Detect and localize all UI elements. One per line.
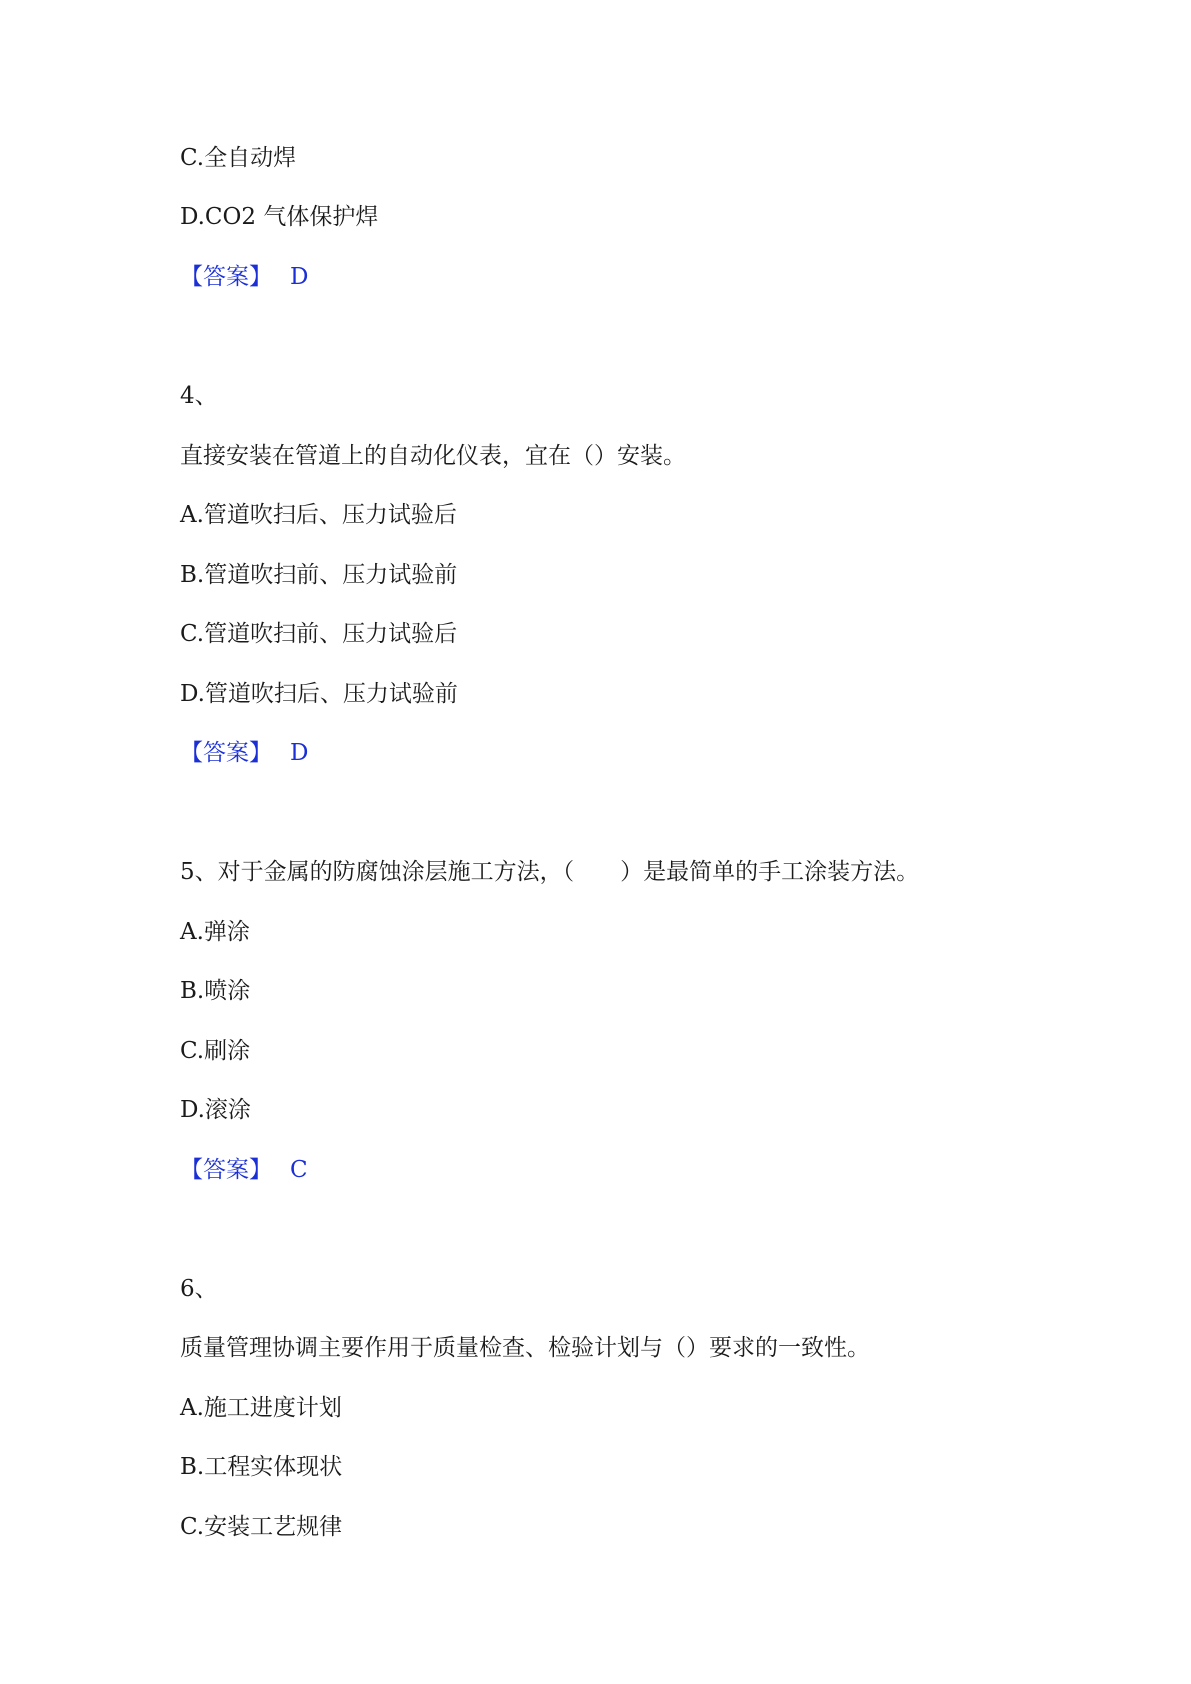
q6-option-b: B.工程实体现状 <box>180 1454 343 1480</box>
q5-answer-value: C <box>290 1157 308 1183</box>
q4-option-d: D.管道吹扫后、压力试验前 <box>180 681 458 707</box>
q5-option-a: A.弹涂 <box>180 919 250 945</box>
q6-option-c: C.安装工艺规律 <box>180 1514 343 1540</box>
q5-option-b: B.喷涂 <box>180 978 251 1004</box>
q5-answer-label: 【答案】 <box>180 1157 272 1183</box>
q4-answer-label: 【答案】 <box>180 740 272 766</box>
q3-answer-value: D <box>290 264 309 290</box>
q5-option-c: C.刷涂 <box>180 1038 251 1064</box>
q6-stem: 质量管理协调主要作用于质量检查、检验计划与（）要求的一致性。 <box>180 1335 870 1361</box>
q4-option-b: B.管道吹扫前、压力试验前 <box>180 562 458 588</box>
q4-answer-value: D <box>290 740 309 766</box>
q3-answer <box>180 262 308 292</box>
q4-option-c: C.管道吹扫前、压力试验后 <box>180 621 458 647</box>
q3-answer-label: 【答案】 <box>180 264 272 290</box>
q3-option-c: C.全自动焊 <box>180 145 297 171</box>
q5-answer <box>180 1155 308 1185</box>
q6-option-a: A.施工进度计划 <box>180 1395 342 1421</box>
q4-stem: 直接安装在管道上的自动化仪表，宜在（）安装。 <box>180 443 686 469</box>
q4-answer <box>180 738 308 768</box>
q5-option-d: D.滚涂 <box>180 1097 251 1123</box>
q3-option-d: D.CO2 气体保护焊 <box>180 204 379 230</box>
q4-option-a: A.管道吹扫后、压力试验后 <box>180 502 457 528</box>
q6-number: 6、 <box>180 1276 218 1302</box>
q5-stem: 5、对于金属的防腐蚀涂层施工方法，（ ）是最简单的手工涂装方法。 <box>180 859 920 885</box>
q4-number: 4、 <box>180 383 218 409</box>
